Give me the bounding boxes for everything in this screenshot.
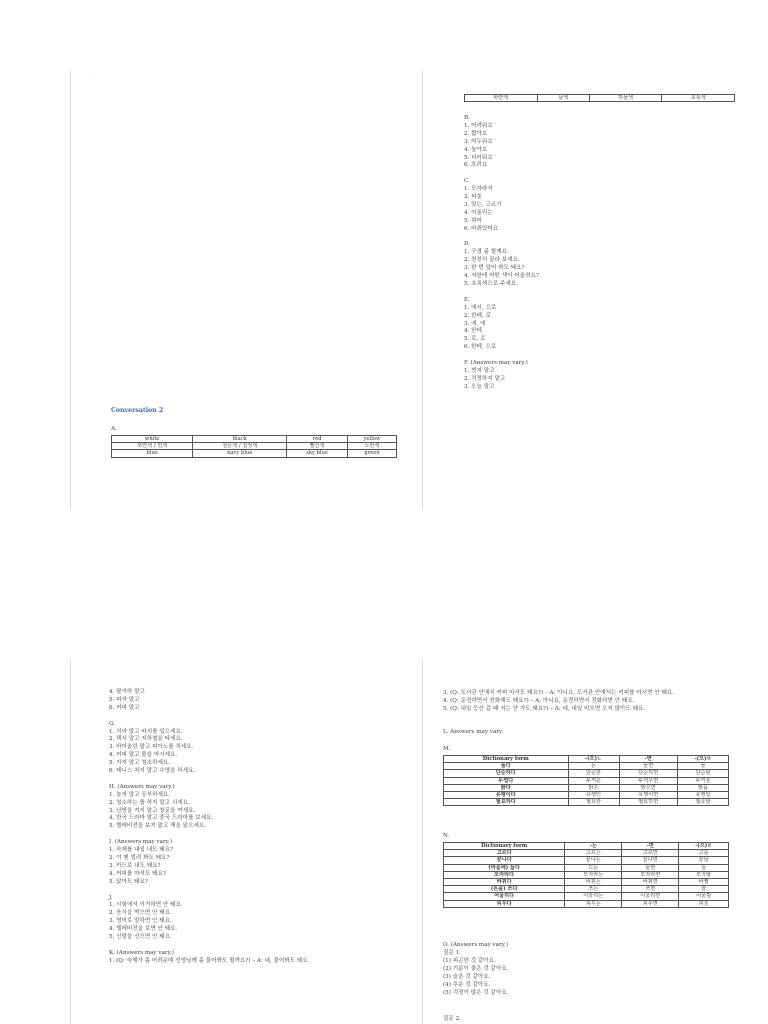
answer-item: 5. 텔레비전을 보지 말고 책을 읽으세요.	[109, 823, 207, 830]
answer-section	[109, 839, 309, 886]
answer-item: 3. 한 번 입어 봐도 돼요?	[464, 265, 525, 272]
section-o-items	[443, 958, 508, 998]
answer-item: 1. 에서, 으로	[464, 304, 497, 311]
table-cell: 모자라는	[565, 871, 622, 878]
table-row	[444, 784, 729, 791]
table-header-cell: -(으)ㄹ	[677, 756, 728, 763]
section-label: F. (Answers may vary.)	[464, 360, 528, 367]
table-header-cell: Dictionary form	[444, 843, 565, 850]
answer-item: 4. 커피를 마셔도 돼요?	[109, 870, 166, 877]
colors-row-table	[464, 94, 735, 102]
table-cell: 피우는	[565, 900, 622, 907]
table-cell: red	[287, 436, 348, 443]
answer-item: 5. 신발을 신으면 안 돼요.	[109, 934, 172, 941]
section-label: C.	[464, 178, 470, 185]
table-cell: 놀면	[619, 763, 677, 770]
table-cell: navy blue	[193, 450, 287, 457]
table-header-cell: -(으)ㄹ	[679, 843, 729, 850]
table-cell: 바뀌면	[622, 879, 679, 886]
answer-item: 1. 구경 좀 할게요.	[464, 249, 509, 256]
answer-item: (1) 피곤한 것 같아요.	[443, 958, 496, 964]
section-m-label: M.	[443, 746, 451, 752]
answer-item: 3. 바이올린 말고 피아노를 치세요.	[109, 744, 194, 751]
table-cell: 고르는	[565, 850, 622, 857]
colors-table	[111, 435, 397, 458]
page-1	[70, 70, 422, 510]
answer-item: 3. 난방을 켜지 말고 창문을 여세요.	[109, 807, 196, 814]
section-label: I. (Answers may vary.)	[109, 839, 173, 846]
table-cell: green	[348, 450, 397, 457]
table-cell: 파란색	[465, 95, 538, 102]
section-label: J.	[109, 894, 113, 901]
table-cell: 필요한	[568, 799, 619, 806]
table-m	[443, 755, 729, 806]
page-3-left-edge	[70, 660, 71, 1024]
answer-item: 1. 모자라서	[464, 186, 493, 193]
table-row	[444, 886, 729, 893]
table-cell: 밝다	[444, 784, 569, 791]
answer-item: 5. 뭐어	[464, 217, 482, 224]
table-cell: 끝나면	[622, 857, 679, 864]
table-cell: 모자랄	[679, 871, 729, 878]
section-label: K. (Answers may vary.)	[109, 949, 174, 956]
table-cell: 유행이면	[619, 792, 677, 799]
table-cell: 피우다	[444, 900, 565, 907]
table-header-cell: -는	[565, 843, 622, 850]
table-cell: 단순할	[677, 770, 728, 777]
table-row	[444, 879, 729, 886]
table-cell: 두껍다	[444, 777, 569, 784]
table-cell: 유행인	[568, 792, 619, 799]
answer-item: 2. 청소하는 를 하지 말고 쉬세요.	[109, 799, 190, 806]
table-cell: sky blue	[287, 450, 348, 457]
table-row	[444, 763, 729, 770]
table-header-cell: -면	[622, 843, 679, 850]
table-cell: 끝날	[679, 857, 729, 864]
table-cell: 두꺼우면	[619, 777, 677, 784]
table-cell: 드는	[565, 864, 622, 871]
table-header-row	[444, 843, 729, 850]
table-cell: 쓰면	[622, 886, 679, 893]
section-a-label: A.	[111, 426, 117, 432]
table-cell: 어울리다	[444, 893, 565, 900]
table-cell: 들면	[622, 864, 679, 871]
table-row	[444, 893, 729, 900]
answer-item: 5. 앉아도 돼요?	[109, 878, 148, 885]
answer-item: 3. 맞는, 고르기	[464, 201, 502, 208]
table-row	[112, 436, 397, 443]
answer-item: 4. 텔레비전을 보면 안 돼요.	[109, 926, 178, 933]
answer-item: 5. 피자 말고	[109, 696, 140, 703]
answer-item: (3) 슬픈 것 같아요.	[443, 973, 491, 980]
table-row	[444, 770, 729, 777]
answer-item: 2. 택시 말고 지하철을 타세요.	[109, 736, 183, 743]
table-cell: 피우면	[622, 900, 679, 907]
table-cell: (돈을) 쓰다	[444, 886, 565, 893]
section-n-label: N.	[443, 833, 450, 839]
table-cell: 하늘색	[589, 95, 662, 102]
table-cell: 두꺼운	[568, 777, 619, 784]
answer-item: 1. 벗지 말고	[464, 367, 495, 374]
answer-section	[464, 178, 539, 233]
table-cell: 필요할	[677, 799, 728, 806]
table-cell: 밝으면	[619, 784, 677, 791]
answer-item: 4. 팔거하 말고	[109, 689, 145, 695]
table-cell: 바뀌는	[565, 879, 622, 886]
answer-section	[464, 360, 539, 392]
answer-item: 5. 초록색으로 주세요.	[464, 281, 518, 287]
table-cell: 유행이다	[444, 792, 569, 799]
answer-item: 6. 한테, 으로	[464, 344, 497, 351]
table-cell: 필요하면	[619, 799, 677, 806]
table-row	[444, 900, 729, 907]
table-cell: 필요하다	[444, 799, 569, 806]
answer-item: 3. 어두워요	[464, 138, 493, 145]
answer-item: 2. 한테, 로	[464, 312, 491, 319]
table-row	[444, 871, 729, 878]
table-row	[444, 792, 729, 799]
answer-item: 3. 카드로 내도 돼요?	[109, 862, 161, 869]
table-cell: 빨간색	[287, 443, 348, 450]
answer-item: 2. 이 펜 빌려 봐도 돼요?	[109, 854, 170, 861]
table-row	[112, 450, 397, 457]
table-row	[112, 443, 397, 450]
answer-item: (4) 추운 것 같아요.	[443, 981, 491, 988]
answer-item: 5. (Q: 내일 등산 갈 때 저는 안 가도 돼요?) – A: 네, 내일 비오면 오지 않아도 돼요.	[443, 705, 646, 712]
answer-item: 4. 커피 말고 물을 마시세요.	[109, 752, 178, 759]
table-cell: 고를	[679, 850, 729, 857]
table-cell: 끝나다	[444, 857, 565, 864]
page-4	[423, 660, 768, 1024]
answer-section	[109, 895, 309, 942]
section-label: G.	[109, 720, 116, 727]
page-1-left-edge	[70, 70, 71, 510]
answer-item: 1. (Q: 숙제가 좀 어려운데 선생님께 좀 물어봐도 될까요?) – A: 네, 물어봐도 돼요.	[109, 957, 310, 964]
table-cell: 유행일	[677, 792, 728, 799]
answer-item: 2. 걱정하지 말고	[464, 375, 506, 382]
table-n	[443, 842, 729, 908]
table-cell: 고르다	[444, 850, 565, 857]
answer-item: 6. 바뀌었어요	[464, 225, 499, 232]
table-cell: blue	[112, 450, 193, 457]
table-cell: 쓰는	[565, 886, 622, 893]
table-row	[444, 850, 729, 857]
table-row	[444, 864, 729, 871]
answer-section	[109, 784, 309, 831]
answer-sections	[109, 689, 309, 974]
answer-item: 3. 오늘 말고	[464, 383, 495, 390]
table-header-cell: -(으)ㄴ	[568, 756, 619, 763]
table-cell: black	[193, 436, 287, 443]
answer-item: 1. 숙제를 내일 내도 돼요?	[109, 847, 174, 854]
table-header-row	[444, 756, 729, 763]
table-cell: 단순한	[568, 770, 619, 777]
answer-item: 4. 한테	[464, 328, 482, 335]
answer-item: 5. 자지 말고 청소하세요.	[109, 760, 171, 767]
conversation-heading: Conversation 2	[111, 407, 164, 414]
table-cell: 고르면	[622, 850, 679, 857]
table-cell: 남색	[537, 95, 589, 102]
table-cell: 놀다	[444, 763, 569, 770]
answer-item: 5. 더러워요	[464, 154, 493, 161]
answer-sections	[464, 115, 539, 400]
table-cell: 두꺼울	[677, 777, 728, 784]
table-cell: white	[112, 436, 193, 443]
table-row	[444, 799, 729, 806]
table-header-cell: Dictionary form	[444, 756, 569, 763]
table-cell: 끝나는	[565, 857, 622, 864]
table-cell: 바뀌다	[444, 879, 565, 886]
section-label: B.	[464, 115, 470, 121]
answer-item: 3. (Q: 도서관 안에서 커피 마셔도 돼요?) – A: 아니요, 도서관 안에서는 커피를 마시면 안 돼요.	[443, 690, 675, 696]
answer-section	[464, 297, 539, 352]
table-cell: 밝을	[677, 784, 728, 791]
answer-item: 3. 에, 에	[464, 320, 486, 327]
answer-item: (5) 걱정이 많은 것 같아요.	[443, 989, 509, 996]
answer-item: (2) 기분이 좋은 것 같아요.	[443, 965, 509, 972]
table-cell: 쓸	[679, 886, 729, 893]
table-cell: 들	[679, 864, 729, 871]
answer-item: 4. (Q: 운전하면서 전화해도 돼요?) – A: 아니요, 운전하면서 전화하면 안 돼요.	[443, 697, 635, 704]
table-cell: 논	[568, 763, 619, 770]
table-cell: 노란색	[348, 443, 397, 450]
answer-item: 4. 어울리는	[464, 209, 493, 216]
answer-item: 4. 한국 드라마 말고 중국 드라마를 보세요.	[109, 815, 214, 822]
answer-section	[109, 721, 309, 776]
answer-item: 2. 음식을 먹으면 안 돼요.	[109, 910, 172, 917]
table-cell: yellow	[348, 436, 397, 443]
intro-answers	[443, 690, 674, 714]
section-label: D.	[464, 241, 471, 248]
answer-item: 1. 치마 말고 바지를 입으세요.	[109, 728, 183, 735]
answer-item: 2. 피울	[464, 194, 482, 201]
table-cell: 밝은	[568, 784, 619, 791]
stray-mark: ·	[88, 76, 90, 81]
table-cell: 놀	[677, 763, 728, 770]
answer-item: 2. 짧아요	[464, 130, 488, 137]
answer-item: 1. 놀지 말고 공부하세요.	[109, 791, 171, 798]
answer-item: 6. 테니스 치지 말고 수영을 하세요.	[109, 768, 196, 775]
answer-item: 6. 커피 말고	[109, 704, 140, 711]
answer-section	[464, 241, 539, 288]
answer-item: 1. 어려워요	[464, 122, 493, 129]
table-cell: 하얀색 / 흰색	[112, 443, 193, 450]
answer-section	[464, 115, 539, 170]
answer-item: 5. 로, 로	[464, 336, 486, 343]
table-cell: 모자라다	[444, 871, 565, 878]
table-cell: 어울리면	[622, 893, 679, 900]
table-cell: 단순하다	[444, 770, 569, 777]
page-3	[70, 660, 422, 1024]
section-o-subheading-2: 질문 2.	[443, 1016, 461, 1022]
section-l-label: L. Answers may vary.	[443, 729, 504, 735]
answer-item: 2. 천천히 골라 보세요.	[464, 257, 520, 264]
section-o-label: O. (Answers may vary.)	[443, 942, 509, 948]
table-row	[444, 857, 729, 864]
table-cell: (마음에) 들다	[444, 864, 565, 871]
table-row	[444, 777, 729, 784]
answer-section	[109, 950, 309, 966]
page-2	[423, 70, 768, 510]
answer-item: 1. 시험에서 이거하면 안 돼요.	[109, 902, 183, 909]
section-o-subheading: 질문 1.	[443, 950, 461, 956]
table-cell: 단순하면	[619, 770, 677, 777]
table-cell: 어울리는	[565, 893, 622, 900]
section-label: E.	[464, 296, 470, 303]
table-cell: 모자라면	[622, 871, 679, 878]
table-cell: 초록색	[662, 95, 735, 102]
answer-item: 3. 영어로 말하면 안 돼요.	[109, 918, 172, 925]
section-label: H. (Answers may vary.)	[109, 783, 175, 790]
table-cell: 어울릴	[679, 893, 729, 900]
table-header-cell: -면	[619, 756, 677, 763]
answer-item: 4. 높아요	[464, 146, 488, 153]
table-cell: 피울	[679, 900, 729, 907]
table-cell: 바뀔	[679, 879, 729, 886]
table-cell: 검은색 / 검정색	[193, 443, 287, 450]
intro-answers	[109, 689, 309, 713]
answer-item: 4. 저한테 어떤 색이 어울려요?	[464, 273, 539, 280]
answer-item: 6. 흐려요	[464, 162, 488, 169]
